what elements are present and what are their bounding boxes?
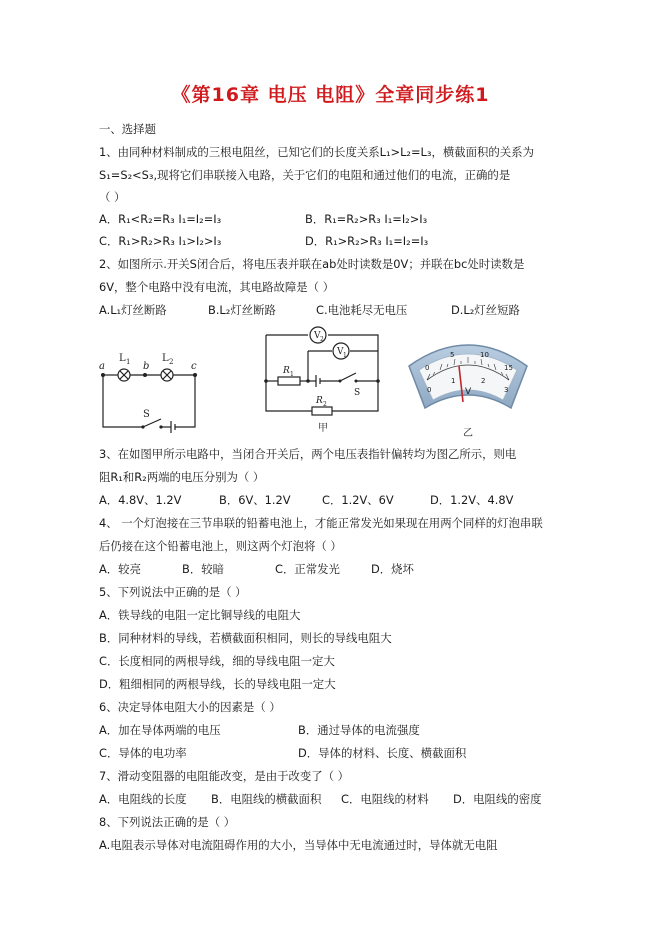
- switch-s-label: S: [354, 388, 361, 398]
- q1-option-d[interactable]: D．R₁>R₂>R₃ I₁=I₂=I₃: [305, 234, 429, 248]
- q6-option-a[interactable]: A．加在导体两端的电压: [99, 723, 221, 737]
- q8-option-a[interactable]: A.电阻表示导体对电流阻碍作用的大小，当导体中无电流通过时，导体就无电阻: [99, 838, 498, 852]
- voltmeter-dial-figure: [403, 330, 533, 440]
- q5-stem: 5、下列说法中正确的是（ ）: [99, 585, 247, 599]
- top-tick-15: 15: [504, 364, 513, 372]
- q4-stem-line2: 后仍接在这个铅蓄电池上，则这两个灯泡将（ ）: [99, 539, 342, 553]
- top-tick-5: 5: [450, 351, 455, 359]
- q5-option-c[interactable]: C．长度相同的两根导线，细的导线电阻一定大: [99, 654, 335, 668]
- figure-yi-caption: 乙: [463, 428, 473, 439]
- q1-option-b[interactable]: B．R₁=R₂>R₃ I₁=I₂>I₃: [305, 212, 428, 226]
- circuit-figure-1: [95, 345, 205, 435]
- node-b-label: b: [143, 361, 150, 372]
- section-heading: 一、选择题: [99, 122, 156, 136]
- q2-option-b[interactable]: B.L₂灯丝断路: [208, 303, 276, 317]
- q1-stem-line1: 1、由同种材料制成的三根电阻丝，已知它们的长度关系L₁>L₂=L₃，横截面积的关系为: [99, 145, 534, 159]
- q7-option-d[interactable]: D．电阻线的密度: [453, 792, 542, 806]
- lamp2-sub: 2: [169, 358, 174, 366]
- lamp2-label: L: [162, 353, 169, 364]
- q6-option-b[interactable]: B．通过导体的电流强度: [298, 723, 420, 737]
- q7-option-b[interactable]: B．电阻线的横截面积: [211, 792, 322, 806]
- q1-option-a[interactable]: A．R₁<R₂=R₃ I₁=I₂=I₃: [99, 212, 222, 226]
- q3-stem-line2: 阻R₁和R₂两端的电压分别为（ ）: [99, 470, 265, 484]
- meter-unit: V: [465, 387, 472, 397]
- q8-stem: 8、下列说法正确的是（ ）: [99, 815, 236, 829]
- resistor2-sub: 2: [323, 401, 327, 408]
- resistor2-label: R: [316, 396, 323, 406]
- voltmeter2-sub: 2: [320, 336, 324, 343]
- lamp1-sub: 1: [126, 358, 131, 366]
- q4-option-b[interactable]: B．较暗: [182, 562, 224, 576]
- voltmeter1-sub: 1: [343, 352, 347, 359]
- switch-label: S: [143, 409, 150, 420]
- q7-option-c[interactable]: C．电阻线的材料: [341, 792, 429, 806]
- q3-option-b[interactable]: B．6V、1.2V: [219, 493, 291, 507]
- q3-stem-line1: 3、在如图甲所示电路中，当闭合开关后，两个电压表指针偏转均为图乙所示，则电: [99, 447, 517, 461]
- circuit-figure-jia: [258, 325, 388, 435]
- voltmeter1-label: V: [337, 347, 344, 357]
- top-tick-10: 10: [480, 351, 489, 359]
- resistor1-sub: 1: [290, 371, 294, 378]
- q5-option-d[interactable]: D．粗细相同的两根导线，长的导线电阻一定大: [99, 677, 336, 691]
- q4-stem-line1: 4、 一个灯泡接在三节串联的铅蓄电池上，才能正常发光如果现在用两个同样的灯泡串联: [99, 516, 543, 530]
- q2-option-c[interactable]: C.电池耗尽无电压: [316, 303, 408, 317]
- q7-option-a[interactable]: A．电阻线的长度: [99, 792, 187, 806]
- q1-stem-line3: （ ）: [99, 190, 126, 204]
- q2-option-d[interactable]: D.L₂灯丝短路: [451, 303, 520, 317]
- bottom-tick-0: 0: [427, 386, 432, 394]
- q4-option-a[interactable]: A．较亮: [99, 562, 141, 576]
- q6-option-c[interactable]: C．导体的电功率: [99, 746, 187, 760]
- node-a-label: a: [99, 361, 105, 372]
- q3-option-d[interactable]: D．1.2V、4.8V: [430, 493, 514, 507]
- q5-option-a[interactable]: A．铁导线的电阻一定比铜导线的电阻大: [99, 608, 301, 622]
- figure-jia-caption: 甲: [318, 423, 328, 434]
- lamp1-label: L: [119, 353, 126, 364]
- bottom-tick-2: 2: [481, 377, 486, 385]
- q7-stem: 7、滑动变阻器的电阻能改变，是由于改变了（ ）: [99, 769, 350, 783]
- voltmeter2-label: V: [314, 331, 321, 341]
- q4-option-c[interactable]: C．正常发光: [275, 562, 340, 576]
- bottom-tick-3: 3: [504, 386, 509, 394]
- q5-option-b[interactable]: B．同种材料的导线，若横截面积相同，则长的导线电阻大: [99, 631, 392, 645]
- q1-option-c[interactable]: C．R₁>R₂>R₃ I₁>I₂>I₃: [99, 234, 222, 248]
- top-tick-0: 0: [425, 364, 430, 372]
- q6-stem: 6、决定导体电阻大小的因素是（ ）: [99, 700, 281, 714]
- q2-stem-line1: 2、如图所示.开关S闭合后，将电压表并联在ab处时读数是0V；并联在bc处时读数是: [99, 257, 525, 271]
- q6-option-d[interactable]: D．导体的材料、长度、横截面积: [298, 746, 467, 760]
- page-title: 《第16章 电压 电阻》全章同步练1: [171, 84, 490, 106]
- q2-option-a[interactable]: A.L₁灯丝断路: [99, 303, 167, 317]
- q3-option-a[interactable]: A．4.8V、1.2V: [99, 493, 182, 507]
- q2-stem-line2: 6V，整个电路中没有电流，其电路故障是（ ）: [99, 280, 335, 294]
- q3-option-c[interactable]: C．1.2V、6V: [322, 493, 394, 507]
- q1-stem-line2: S₁=S₂<S₃,现将它们串联接入电路，关于它们的电阻和通过他们的电流，正确的是: [99, 168, 511, 182]
- node-c-label: c: [191, 361, 197, 372]
- q4-option-d[interactable]: D．烧坏: [371, 562, 414, 576]
- resistor1-label: R: [283, 366, 290, 376]
- bottom-tick-1: 1: [451, 377, 456, 385]
